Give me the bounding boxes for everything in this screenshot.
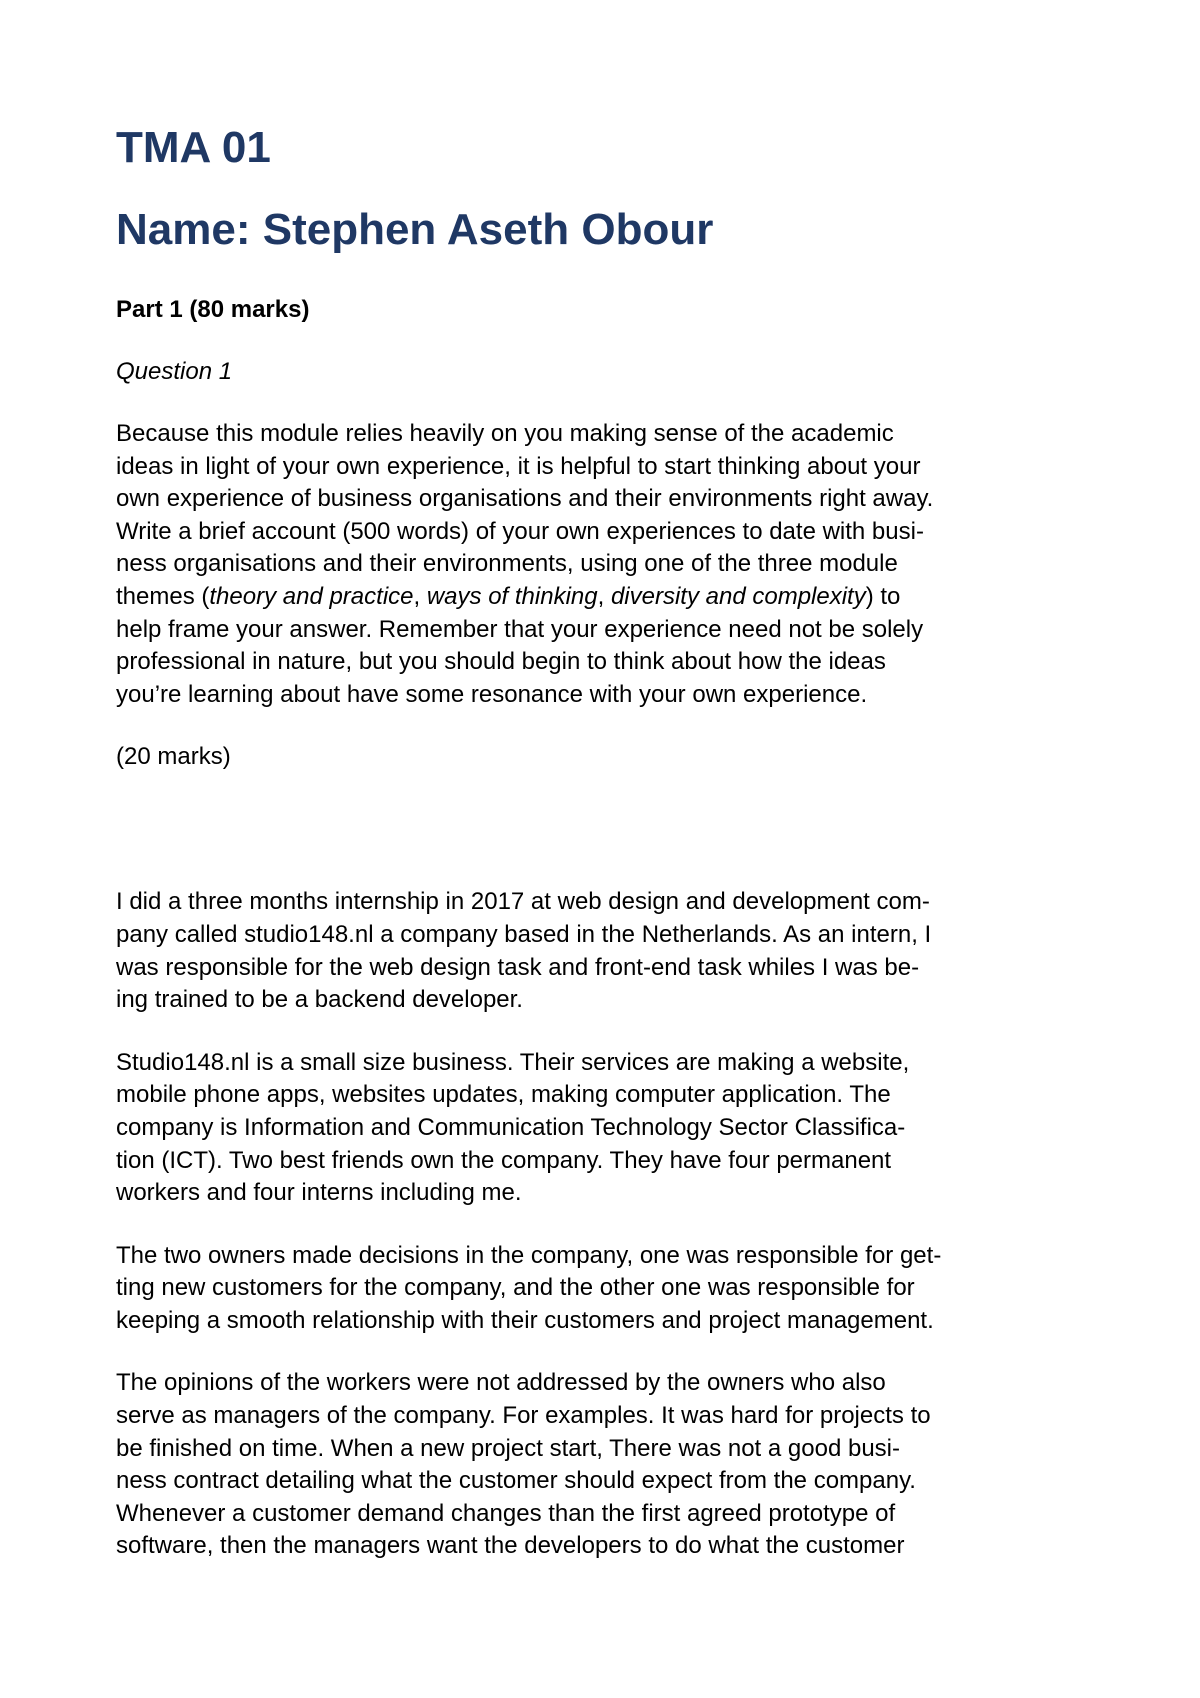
text-line: software, then the managers want the developers to do what the customer xyxy=(116,1532,905,1560)
text-line: ing trained to be a backend developer. xyxy=(116,986,523,1014)
answer-paragraph-4 xyxy=(116,1367,1096,1563)
text-line: ideas in light of your own experience, it is helpful to start thinking about your xyxy=(116,452,921,480)
text-line: Whenever a customer demand changes than the first agreed prototype of xyxy=(116,1499,896,1527)
part-heading: Part 1 (80 marks) xyxy=(116,296,310,323)
text-segment: , xyxy=(413,582,427,610)
theme-theory-and-practice: theory and practice xyxy=(209,582,414,610)
theme-ways-of-thinking: ways of thinking xyxy=(426,582,598,610)
text-line: workers and four interns including me. xyxy=(116,1179,522,1207)
text-line: you’re learning about have some resonance with your own experience. xyxy=(116,680,868,708)
text-line: professional in nature, but you should begin to think about how the ideas xyxy=(116,648,886,676)
text-segment: themes ( xyxy=(116,582,210,610)
text-line: The two owners made decisions in the company, one was responsible for get- xyxy=(116,1241,942,1269)
text-line: ness contract detailing what the customer should expect from the company. xyxy=(116,1467,916,1495)
text-line: I did a three months internship in 2017 at web design and development com- xyxy=(116,888,930,916)
text-line: Because this module relies heavily on you making sense of the academic xyxy=(116,420,894,447)
text-line: own experience of business organisations and their environments right away. xyxy=(116,485,934,513)
text-line: Studio148.nl is a small size business. Their services are making a website, xyxy=(116,1048,910,1076)
text-segment: ) to xyxy=(865,582,901,610)
theme-diversity-and-complexity: diversity and complexity xyxy=(610,582,866,610)
text-line: The opinions of the workers were not addressed by the owners who also xyxy=(116,1369,886,1397)
answer-paragraph-1 xyxy=(116,886,1096,1016)
document-title: TMA 01 xyxy=(116,123,271,172)
text-line: Write a brief account (500 words) of your own experiences to date with busi- xyxy=(116,517,924,545)
text-line: keeping a smooth relationship with their customers and project management. xyxy=(116,1306,934,1334)
question-marks: (20 marks) xyxy=(116,743,231,771)
text-line: mobile phone apps, websites updates, making computer application. The xyxy=(116,1081,891,1109)
text-segment: , xyxy=(597,582,611,610)
student-name-heading: Name: Stephen Aseth Obour xyxy=(116,205,714,254)
answer-paragraph-3 xyxy=(116,1240,1096,1338)
text-line: ting new customers for the company, and the other one was responsible for xyxy=(116,1274,915,1302)
text-line: ness organisations and their environments, using one of the three module xyxy=(116,550,898,578)
text-line: serve as managers of the company. For examples. It was hard for projects to xyxy=(116,1402,931,1430)
text-line: pany called studio148.nl a company based in the Netherlands. As an intern, I xyxy=(116,920,932,948)
question-label: Question 1 xyxy=(116,358,233,385)
text-line: company is Information and Communication Technology Sector Classifica- xyxy=(116,1113,906,1141)
text-line: help frame your answer. Remember that your experience need not be solely xyxy=(116,615,924,643)
text-line: tion (ICT). Two best friends own the company. They have four permanent xyxy=(116,1146,892,1174)
text-line xyxy=(116,581,1096,614)
answer-paragraph-2 xyxy=(116,1047,1096,1210)
question-text xyxy=(116,418,1096,711)
text-line: be finished on time. When a new project start, There was not a good busi- xyxy=(116,1434,900,1462)
document-content xyxy=(116,122,1096,1563)
text-line: was responsible for the web design task and front-end task whiles I was be- xyxy=(116,953,920,981)
